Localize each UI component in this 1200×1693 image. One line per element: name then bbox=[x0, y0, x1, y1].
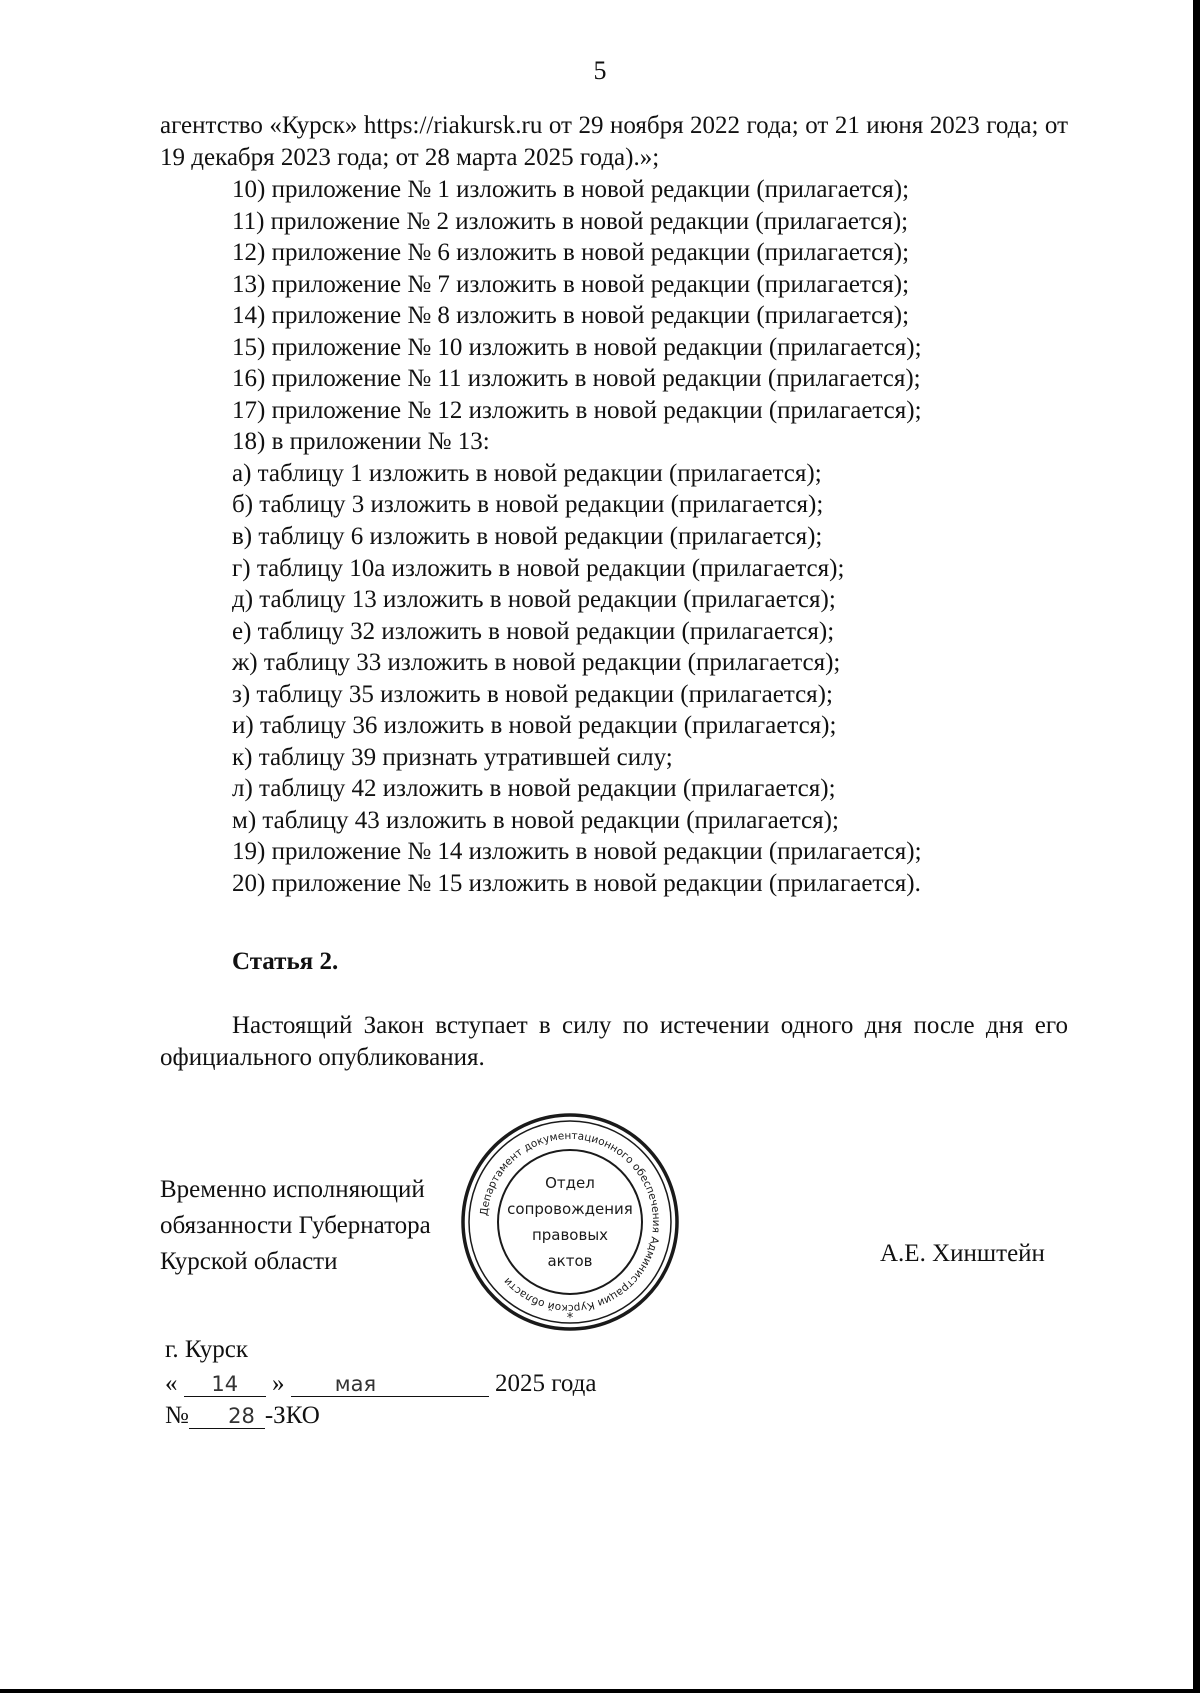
stamp-center-line: актов bbox=[547, 1252, 593, 1270]
date-close-quote: » bbox=[272, 1370, 285, 1397]
law-number bbox=[165, 1402, 320, 1430]
list-item: 11) приложение № 2 изложить в новой редакции (прилагается); bbox=[232, 207, 909, 235]
number-sign: № bbox=[165, 1402, 189, 1429]
list-item: 14) приложение № 8 изложить в новой редакции (прилагается); bbox=[232, 302, 910, 330]
amendment-list bbox=[232, 174, 922, 900]
stamp-ring bbox=[469, 1121, 671, 1323]
list-item: в) таблицу 6 изложить в новой редакции (прилагается); bbox=[232, 523, 823, 551]
date-year: 2025 года bbox=[495, 1370, 597, 1397]
date-open-quote: « bbox=[165, 1370, 178, 1397]
scan-border-right bbox=[1193, 0, 1200, 1693]
official-stamp bbox=[458, 1110, 682, 1334]
date-month-field: мая bbox=[291, 1372, 489, 1397]
list-item: и) таблицу 36 изложить в новой редакции (прилагается); bbox=[232, 712, 837, 740]
stamp-center-line: сопровождения bbox=[507, 1200, 633, 1218]
position-line: обязанности Губернатора bbox=[160, 1212, 431, 1239]
list-item: 10) приложение № 1 изложить в новой редакции (прилагается); bbox=[232, 176, 910, 203]
list-item: 16) приложение № 11 изложить в новой редакции (прилагается); bbox=[232, 365, 921, 393]
position-line: Курской области bbox=[160, 1248, 338, 1275]
list-item: к) таблицу 39 признать утратившей силу; bbox=[232, 743, 673, 771]
stamp-center-line: Отдел bbox=[545, 1174, 595, 1192]
intro-paragraph: агентство «Курск» https://riakursk.ru от 29 ноября 2022 года; от 21 июня 2023 года; от 19 декабря 2023 года; от 28 марта 2025 года).»; bbox=[160, 112, 1068, 171]
list-item: г) таблицу 10а изложить в новой редакции (прилагается); bbox=[232, 554, 845, 582]
place-of-signing: г. Курск bbox=[165, 1336, 248, 1363]
list-item: 20) приложение № 15 изложить в новой редакции (прилагается). bbox=[232, 870, 921, 898]
page-number: 5 bbox=[593, 56, 607, 85]
date-day-field: 14 bbox=[184, 1372, 266, 1397]
stamp-star-icon: * bbox=[566, 1311, 574, 1326]
scan-border-bottom bbox=[0, 1689, 1200, 1693]
list-item: м) таблицу 43 изложить в новой редакции (прилагается); bbox=[232, 806, 839, 834]
signing-date bbox=[165, 1370, 596, 1398]
list-item: 18) в приложении № 13: bbox=[232, 428, 490, 456]
list-item: е) таблицу 32 изложить в новой редакции (прилагается); bbox=[232, 617, 835, 645]
list-item: 13) приложение № 7 изложить в новой редакции (прилагается); bbox=[232, 270, 910, 298]
law-number-suffix: -ЗКО bbox=[264, 1402, 320, 1429]
list-item: 19) приложение № 14 изложить в новой редакции (прилагается); bbox=[232, 838, 922, 866]
list-item: 17) приложение № 12 изложить в новой редакции (прилагается); bbox=[232, 396, 922, 424]
signer-name: А.Е. Хинштейн bbox=[880, 1240, 1045, 1267]
article-text: Настоящий Закон вступает в силу по истечении одного дня после дня его официального опубликования. bbox=[160, 1012, 1068, 1071]
list-item: а) таблицу 1 изложить в новой редакции (прилагается); bbox=[232, 459, 822, 487]
position-line: Временно исполняющий bbox=[160, 1176, 425, 1203]
list-item: б) таблицу 3 изложить в новой редакции (прилагается); bbox=[232, 491, 824, 519]
list-item: д) таблицу 13 изложить в новой редакции (прилагается); bbox=[232, 586, 836, 614]
stamp-outer-ring bbox=[463, 1115, 677, 1329]
list-item: 15) приложение № 10 изложить в новой редакции (прилагается); bbox=[232, 333, 922, 361]
stamp-ring-text: Департамент документационного обеспечения Администрации Курской области bbox=[478, 1129, 663, 1315]
stamp-inner-ring bbox=[498, 1150, 642, 1294]
list-item: ж) таблицу 33 изложить в новой редакции (прилагается); bbox=[232, 649, 841, 677]
list-item: л) таблицу 42 изложить в новой редакции (прилагается); bbox=[232, 775, 836, 803]
stamp-center-line: правовых bbox=[531, 1226, 609, 1244]
list-item: з) таблицу 35 изложить в новой редакции (прилагается); bbox=[232, 680, 833, 708]
law-number-field: 28 bbox=[189, 1404, 265, 1429]
article-heading: Статья 2. bbox=[232, 948, 339, 975]
signatory-position bbox=[160, 1172, 431, 1280]
list-item: 12) приложение № 6 изложить в новой редакции (прилагается); bbox=[232, 239, 910, 267]
